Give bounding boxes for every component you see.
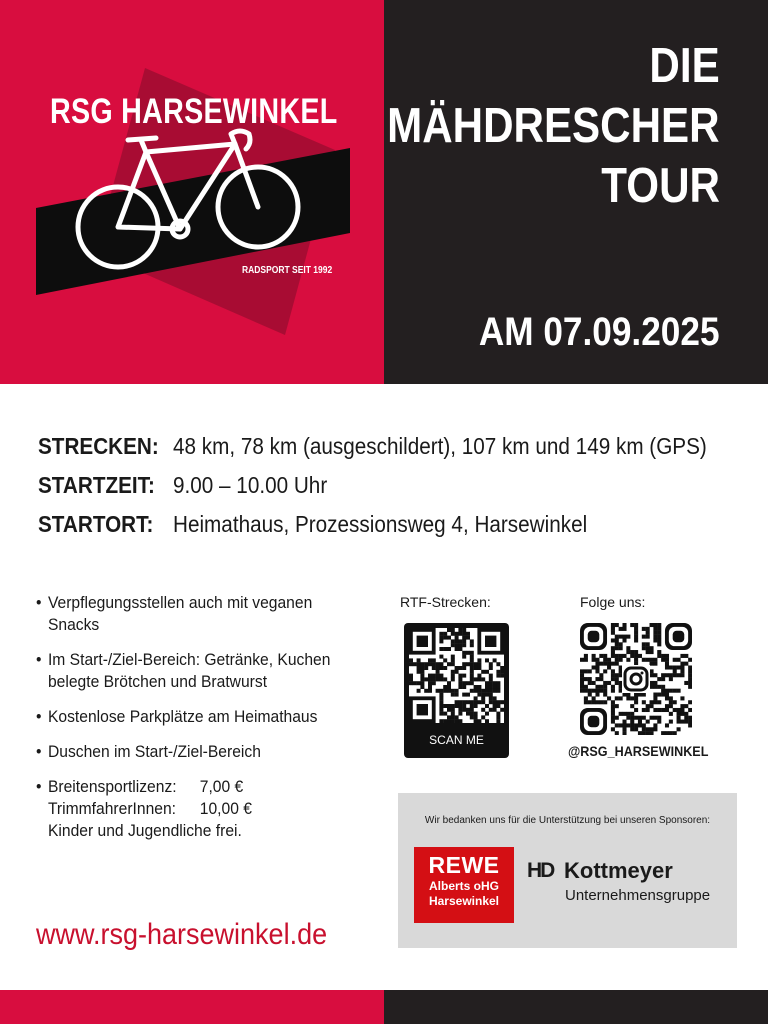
list-item: • Kostenlose Parkplätze am Heimathaus [36,706,349,728]
sponsor-thanks: Wir bedanken uns für die Unterstützung bei unseren Sponsoren: [424,815,711,826]
rewe-store-town: Harsewinkel [428,894,500,908]
info-label: STARTORT: [38,511,154,537]
event-title-line-2: MÄHDRESCHER [387,99,720,153]
sponsor-box [398,793,737,948]
list-item: • Duschen im Start-/Ziel-Bereich [36,741,349,763]
scan-me-label: SCAN ME [429,733,484,747]
logo-panel [0,0,384,384]
instagram-icon [622,665,650,693]
follow-label: Folge uns: [580,594,646,610]
fee-row: TrimmfahrerInnen: 10,00 € [47,799,252,818]
info-value: 9.00 – 10.00 Uhr [173,472,328,498]
info-value: Heimathaus, Prozessionsweg 4, Harsewinkel [173,511,588,537]
rtf-routes-label: RTF-Strecken: [400,594,491,610]
club-since: RADSPORT SEIT 1992 [242,265,333,276]
footer-bar-red [0,990,384,1024]
event-title-line-3: TOUR [601,159,720,213]
website-link[interactable]: www.rsg-harsewinkel.de [36,918,328,951]
info-label: STRECKEN: [38,433,159,459]
fee-row: • Breitensportlizenz: 7,00 € [47,777,244,796]
info-label: STARTZEIT: [38,472,155,498]
fee-list-item [36,776,349,842]
instagram-handle: @RSG_HARSEWINKEL [568,743,709,759]
event-title-line-1: DIE [649,39,720,93]
info-row-start-time [38,472,328,499]
rewe-logo [414,847,514,923]
kottmeyer-logo-icon: HD [527,859,554,882]
info-row-routes [38,433,707,460]
kottmeyer-name: Kottmeyer [564,858,673,883]
list-item: • Im Start-/Ziel-Bereich: Getränke, Kuchen belegte Brötchen und Bratwurst [36,649,349,693]
list-item: • Verpflegungsstellen auch mit veganen Snacks [36,592,349,636]
title-panel [384,0,768,384]
info-value: 48 km, 78 km (ausgeschildert), 107 km und 149 km (GPS) [173,433,707,459]
event-date: AM 07.09.2025 [479,310,720,354]
feature-list [36,592,376,855]
footer-bar-dark [384,990,768,1024]
rewe-wordmark: REWE [428,852,500,878]
qr-code-icon [409,628,504,723]
instagram-qr-code[interactable] [580,623,692,735]
club-logo-graphic [0,0,384,384]
club-name: RSG HARSEWINKEL [50,92,338,131]
fee-note: Kinder und Jugendliche frei. [47,821,242,840]
rtf-qr-code[interactable] [404,623,509,758]
rewe-store-name: Alberts oHG [428,879,499,893]
info-row-start-location [38,511,588,538]
kottmeyer-subtitle: Unternehmensgruppe [565,887,711,904]
